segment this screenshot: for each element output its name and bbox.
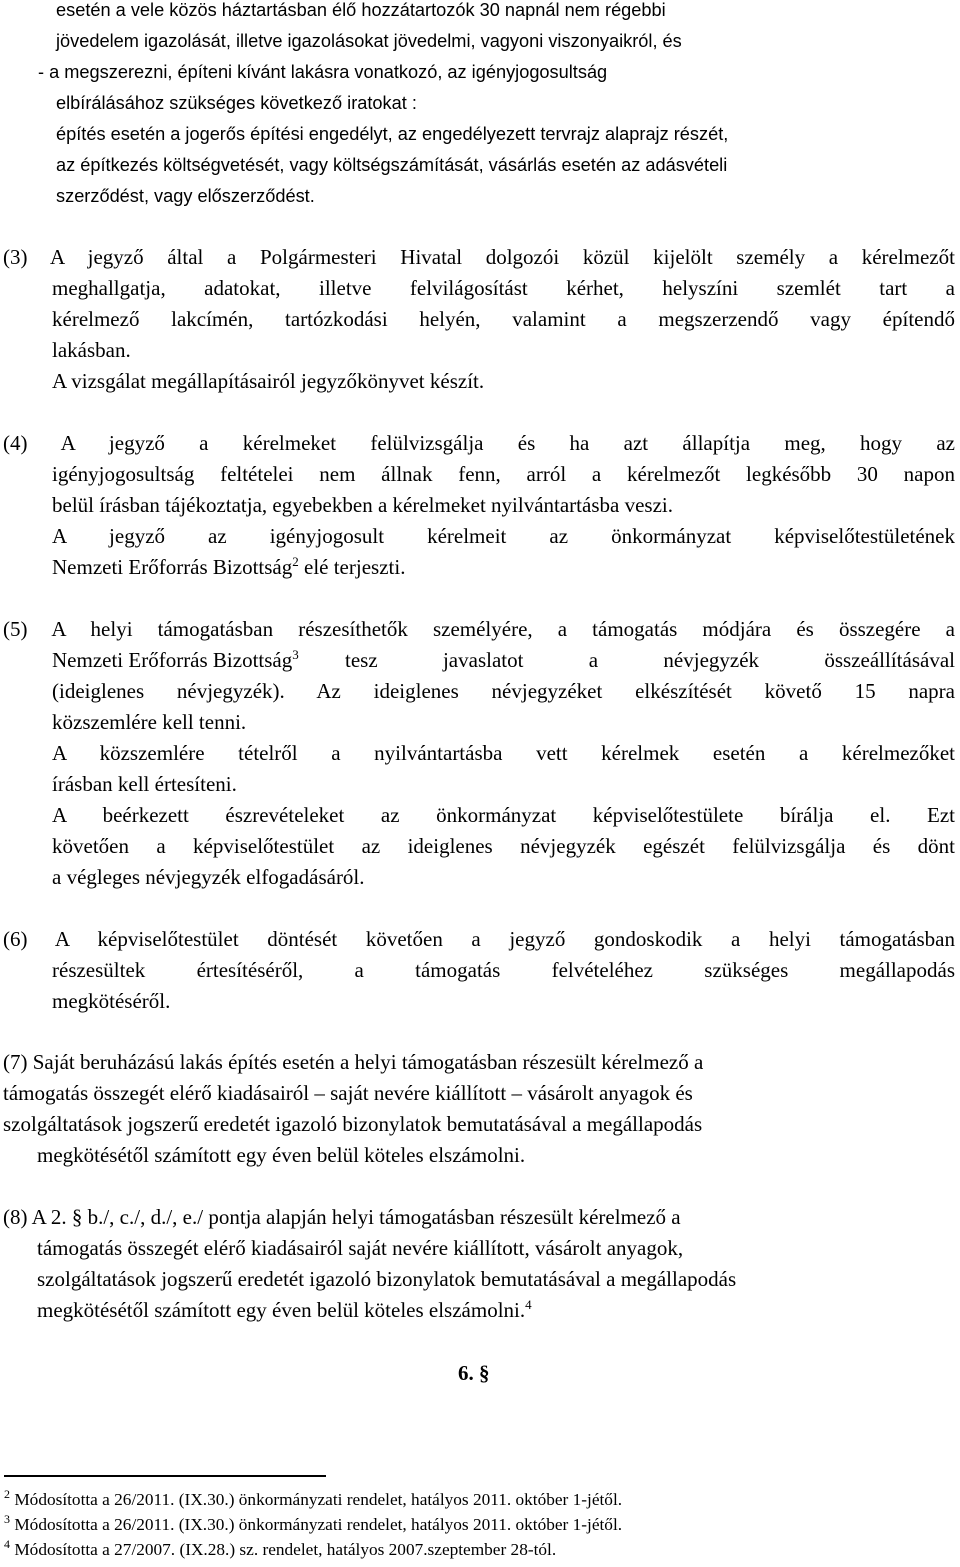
paragraph-line: részesültek értesítéséről, a támogatás felvételéhez szükséges megállapodás (52, 958, 955, 982)
paragraph-line: (ideiglenes névjegyzék). Az ideiglenes névjegyzéket elkészítését követő 15 napra (52, 679, 955, 703)
paragraph-line: A vizsgálat megállapításairól jegyzőkönyvet készít. (52, 369, 485, 393)
line-text (52, 648, 299, 673)
footnote-text: Módosította a 26/2011. (IX.30.) önkormányzati rendelet, hatályos 2011. október 1-jétől. (10, 1490, 623, 1509)
footnote-number: 3 (4, 1512, 10, 1526)
footnote-ref: 2 (292, 554, 299, 569)
paragraph-line: írásban kell értesíteni. (52, 772, 237, 796)
intro-line: - a megszerezni, építeni kívánt lakásra vonatkozó, az igényjogosultság (38, 62, 608, 82)
footnote (4, 1487, 623, 1510)
line-text: Nemzeti Erőforrás Bizottság (52, 555, 293, 579)
paragraph-line: (6) A képviselőtestület döntését követően a jegyző gondoskodik a helyi támogatásban (3, 927, 955, 951)
paragraph-line: belül írásban tájékoztatja, egyebekben a kérelmeket nyilvántartásba veszi. (52, 493, 673, 517)
line-text: megkötésétől számított egy éven belül köteles elszámolni. (37, 1298, 526, 1322)
intro-line: szerződést, vagy előszerződést. (56, 186, 315, 206)
intro-line: építés esetén a jogerős építési engedélyt, az engedélyezett tervrajz alaprajz részét, (56, 124, 729, 144)
line-text: tesz javaslatot a névjegyzék összeállításával (345, 648, 955, 672)
paragraph-line: kérelmező lakcímén, tartózkodási helyén, valamint a megszerzendő vagy építendő (52, 307, 955, 331)
paragraph-line: szolgáltatások jogszerű eredetét igazoló bizonylatok bemutatásával a megállapodás (37, 1267, 737, 1291)
paragraph-line: (7) Saját beruházású lakás építés esetén a helyi támogatásban részesült kérelmező a (3, 1050, 704, 1074)
footnote (4, 1537, 557, 1560)
intro-line: jövedelem igazolását, illetve igazolásokat jövedelmi, vagyoni viszonyaikról, és (56, 31, 682, 51)
paragraph-line: (3) A jegyző által a Polgármesteri Hivatal dolgozói közül kijelölt személy a kérelmezőt (3, 245, 955, 269)
footnote-ref: 3 (292, 647, 299, 662)
footnote-separator (4, 1475, 326, 1477)
paragraph-line (37, 1298, 532, 1323)
section-heading: 6. § (458, 1361, 490, 1385)
line-text: elé terjeszti. (298, 555, 406, 579)
paragraph-line: (8) A 2. § b./, c./, d./, e./ pontja alapján helyi támogatásban részesült kérelmező a (3, 1205, 681, 1229)
paragraph-line: meghallgatja, adatokat, illetve felvilágosítást kérhet, helyszíni szemlét tart a (52, 276, 955, 300)
intro-line: az építkezés költségvetését, vagy költségszámítását, vásárlás esetén az adásvételi (56, 155, 728, 175)
paragraph-line: (4) A jegyző a kérelmeket felülvizsgálja és ha azt állapítja meg, hogy az (3, 431, 955, 455)
footnote (4, 1512, 623, 1535)
footnote-ref: 4 (525, 1297, 532, 1312)
paragraph-line: A beérkezett észrevételeket az önkormányzat képviselőtestülete bírálja el. Ezt (52, 803, 955, 827)
paragraph-line: (5) A helyi támogatásban részesíthetők személyére, a támogatás módjára és összegére a (3, 617, 955, 641)
footnote-text: Módosította a 26/2011. (IX.30.) önkormányzati rendelet, hatályos 2011. október 1-jétől. (10, 1515, 623, 1534)
footnote-text: Módosította a 27/2007. (IX.28.) sz. rendelet, hatályos 2007.szeptember 28-tól. (10, 1540, 557, 1559)
paragraph-line: igényjogosultság feltételei nem állnak fenn, arról a kérelmezőt legkésőbb 30 napon (52, 462, 955, 486)
footnote-number: 4 (4, 1537, 10, 1551)
paragraph-line: szolgáltatások jogszerű eredetét igazoló bizonylatok bemutatásával a megállapodás (3, 1112, 703, 1136)
paragraph-line: lakásban. (52, 338, 131, 362)
paragraph-line: közszemlére kell tenni. (52, 710, 247, 734)
footnote-number: 2 (4, 1487, 10, 1501)
paragraph-line: támogatás összegét elérő kiadásairól – saját nevére kiállított – vásárolt anyagok és (3, 1081, 693, 1105)
paragraph-line: A közszemlére tételről a nyilvántartásba vett kérelmek esetén a kérelmezőket (52, 741, 955, 765)
intro-line: esetén a vele közös háztartásban élő hozzátartozók 30 napnál nem régebbi (56, 0, 666, 20)
paragraph-line: megkötésétől számított egy éven belül köteles elszámolni. (37, 1143, 526, 1167)
paragraph-line: a végleges névjegyzék elfogadásáról. (52, 865, 365, 889)
paragraph-line (52, 555, 405, 580)
intro-line: elbírálásához szükséges következő iratokat : (56, 93, 417, 113)
paragraph-line (52, 648, 955, 673)
paragraph-line: A jegyző az igényjogosult kérelmeit az önkormányzat képviselőtestületének (52, 524, 955, 548)
paragraph-line: követően a képviselőtestület az ideiglenes névjegyzék egészét felülvizsgálja és dönt (52, 834, 955, 858)
line-text-part: Nemzeti Erőforrás Bizottság (52, 648, 293, 672)
paragraph-line: támogatás összegét elérő kiadásairól saját nevére kiállított, vásárolt anyagok, (37, 1236, 684, 1260)
paragraph-line: megkötéséről. (52, 989, 171, 1013)
